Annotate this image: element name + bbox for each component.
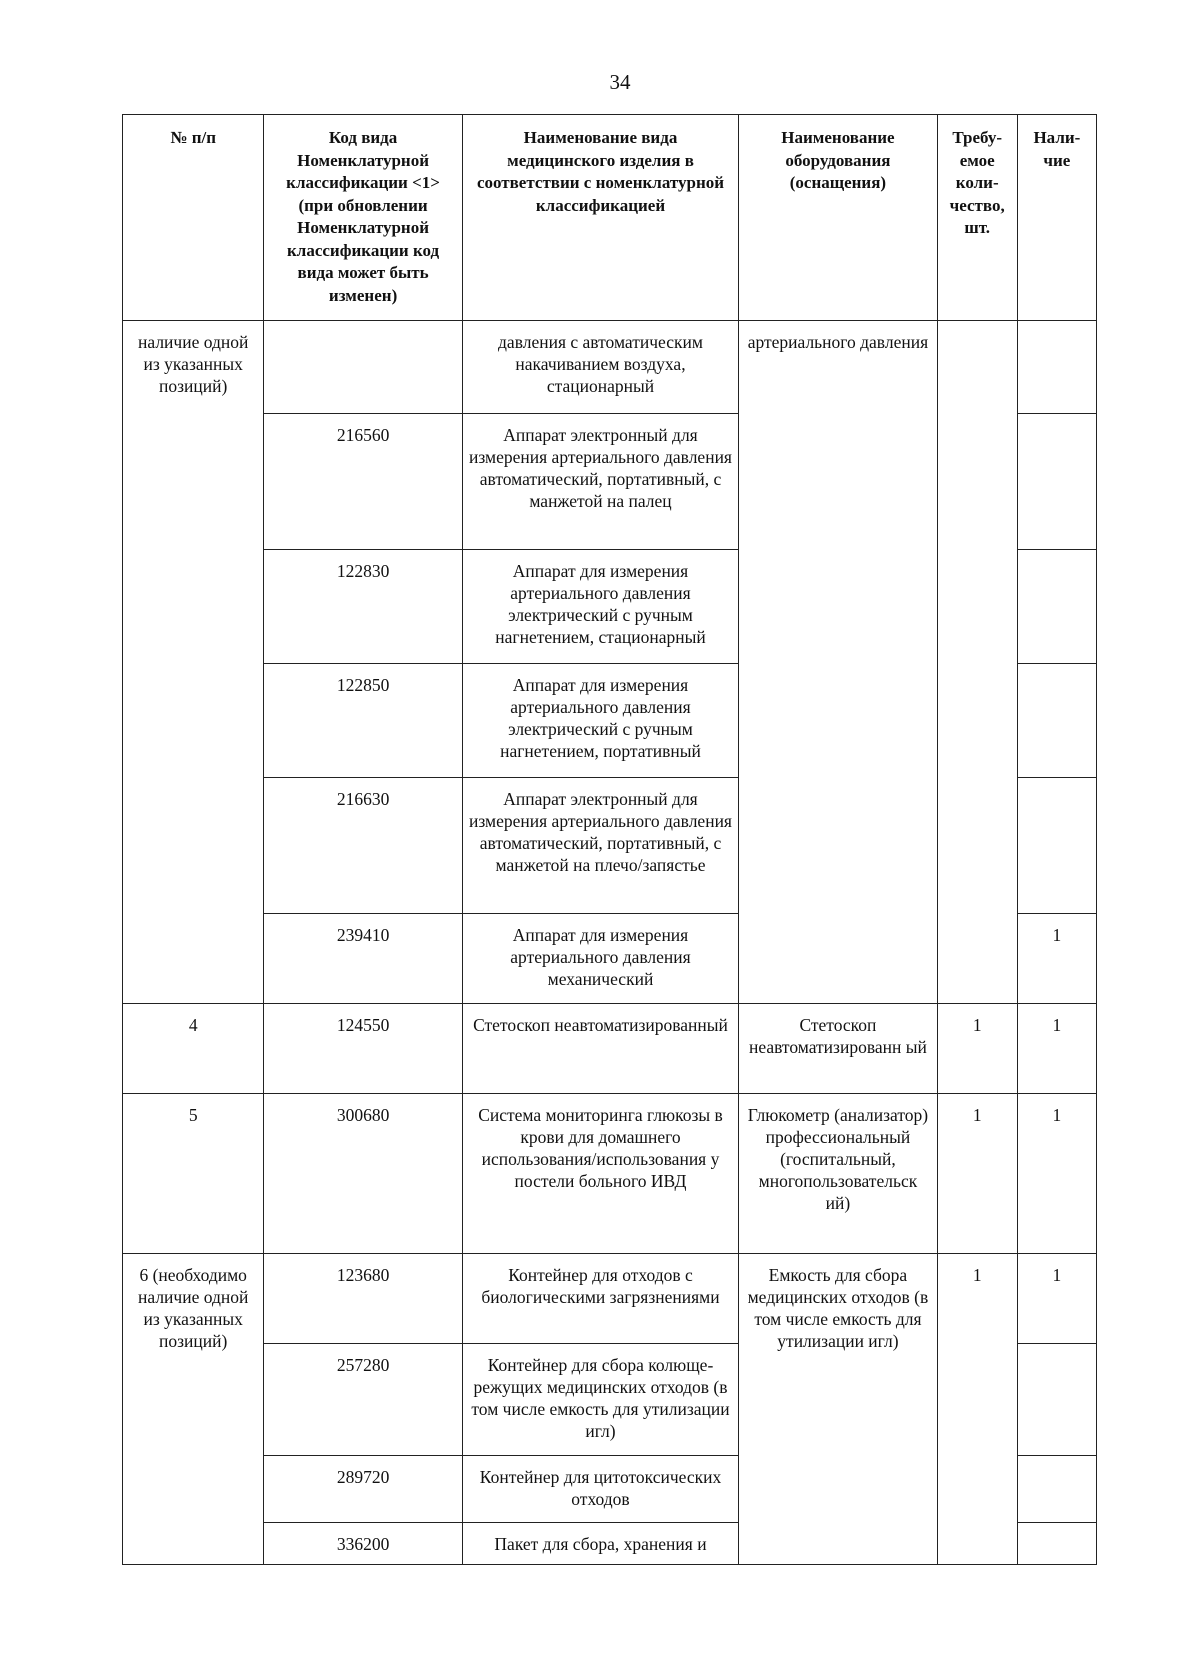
- row-code: 122830: [264, 550, 462, 664]
- row-available: [1017, 1344, 1096, 1456]
- row-equipment: Глюкометр (анализатор) профессиональный (госпитальный, многопользовательск ий): [739, 1094, 937, 1254]
- row-num: 4: [123, 1004, 264, 1094]
- header-required: Требу-емое коли-чество, шт.: [937, 115, 1017, 321]
- row-code: 239410: [264, 914, 462, 1004]
- row-name: Система мониторинга глюкозы в крови для домашнего использования/использования у постели больного ИВД: [462, 1094, 738, 1254]
- row-name: Контейнер для цитотоксических отходов: [462, 1456, 738, 1523]
- equipment-table: [122, 114, 1097, 1565]
- row-available: [1017, 664, 1096, 778]
- row-code: 123680: [264, 1254, 462, 1344]
- row-code: 216560: [264, 414, 462, 550]
- row-available: 1: [1017, 1254, 1096, 1344]
- group6-equipment: Емкость для сбора медицинских отходов (в том числе емкость для утилизации игл): [739, 1254, 937, 1565]
- row-code: 216630: [264, 778, 462, 914]
- page-number: 34: [609, 70, 631, 94]
- header-available: Нали-чие: [1017, 115, 1096, 321]
- row-available: [1017, 778, 1096, 914]
- row-name: Аппарат электронный для измерения артериального давления автоматический, портативный, с манжетой на палец: [462, 414, 738, 550]
- table-row: [123, 321, 1097, 414]
- row-equipment: Стетоскоп неавтоматизированн ый: [739, 1004, 937, 1094]
- table-header-row: [123, 115, 1097, 321]
- row-available: [1017, 550, 1096, 664]
- header-name: Наименование вида медицинского изделия в соответствии с номенклатурной классификацией: [462, 115, 738, 321]
- row-available: 1: [1017, 1004, 1096, 1094]
- header-num: № п/п: [123, 115, 264, 321]
- group3-required: [937, 321, 1017, 1004]
- row-code: 300680: [264, 1094, 462, 1254]
- header-equipment: Наименование оборудования (оснащения): [739, 115, 937, 321]
- group3-equipment: артериального давления: [739, 321, 937, 1004]
- row-name: Аппарат для измерения артериального давления электрический с ручным нагнетением, портативный: [462, 664, 738, 778]
- row-available: [1017, 321, 1096, 414]
- row-name: Аппарат для измерения артериального давления электрический с ручным нагнетением, стационарный: [462, 550, 738, 664]
- row-name: Контейнер для отходов с биологическими загрязнениями: [462, 1254, 738, 1344]
- table-row: [123, 1094, 1097, 1254]
- row-name: Пакет для сбора, хранения и: [462, 1523, 738, 1565]
- group6-num: 6 (необходимо наличие одной из указанных позиций): [123, 1254, 264, 1565]
- row-name: Контейнер для сбора колюще-режущих медицинских отходов (в том числе емкость для утилизации игл): [462, 1344, 738, 1456]
- row-code: 336200: [264, 1523, 462, 1565]
- header-code: Код вида Номенклатурной классификации <1> (при обновлении Номенклатурной классификации код вида может быть изменен): [264, 115, 462, 321]
- row-code: 122850: [264, 664, 462, 778]
- row-num: 5: [123, 1094, 264, 1254]
- row-name: Стетоскоп неавтоматизированный: [462, 1004, 738, 1094]
- row-available: 1: [1017, 914, 1096, 1004]
- group6-required: 1: [937, 1254, 1017, 1565]
- row-code: 257280: [264, 1344, 462, 1456]
- row-required: 1: [937, 1004, 1017, 1094]
- row-code: 124550: [264, 1004, 462, 1094]
- row-available: [1017, 1523, 1096, 1565]
- table-row: [123, 1004, 1097, 1094]
- table-row: [123, 1254, 1097, 1344]
- row-available: 1: [1017, 1094, 1096, 1254]
- row-required: 1: [937, 1094, 1017, 1254]
- group3-num: наличие одной из указанных позиций): [123, 321, 264, 1004]
- row-code: 289720: [264, 1456, 462, 1523]
- row-name: Аппарат электронный для измерения артериального давления автоматический, портативный, с манжетой на плечо/запястье: [462, 778, 738, 914]
- row-code: [264, 321, 462, 414]
- row-name: Аппарат для измерения артериального давления механический: [462, 914, 738, 1004]
- row-available: [1017, 1456, 1096, 1523]
- row-available: [1017, 414, 1096, 550]
- row-name: давления с автоматическим накачиванием воздуха, стационарный: [462, 321, 738, 414]
